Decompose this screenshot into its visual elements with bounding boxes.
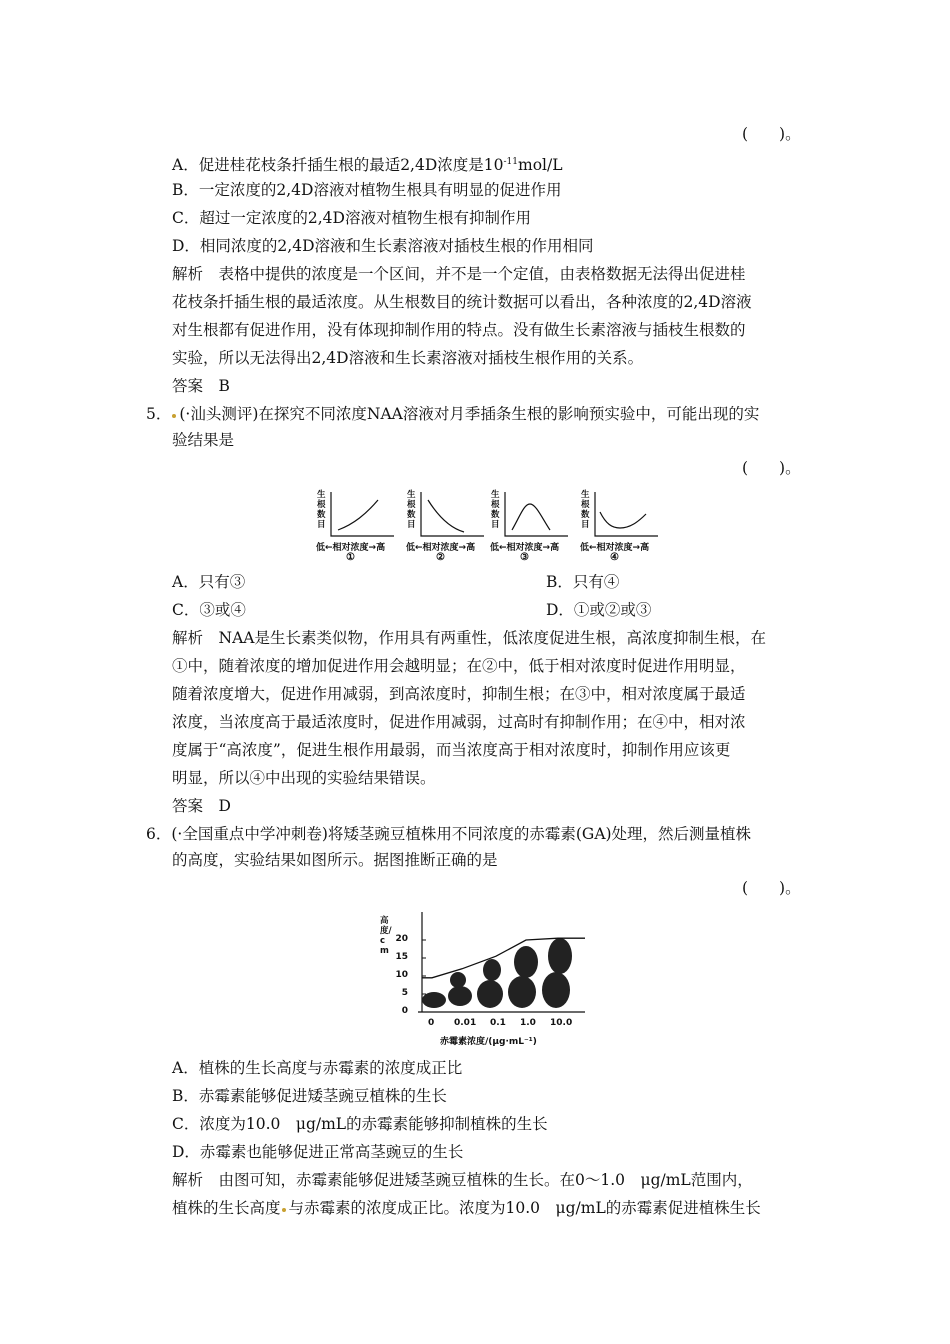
answer-line: 答案 B — [172, 377, 230, 395]
plant-silhouette — [514, 946, 538, 978]
analysis-line: ①中，随着浓度的增加促进作用会越明显；在②中，低于相对浓度时促进作用明显， — [172, 657, 746, 675]
analysis-line: 对生根都有促进作用，没有体现抑制作用的特点。没有做生长素溶液与插枝生根数的 — [172, 321, 746, 339]
y-axis-label: 生根数目 — [317, 490, 326, 530]
axes — [421, 492, 484, 536]
option-c: C．超过一定浓度的2,4D溶液对植物生根有抑制作用 — [172, 209, 531, 227]
x-axis-label: 低←相对浓度→高 — [490, 543, 560, 553]
analysis-line: 浓度，当浓度高于最适浓度时，促进作用减弱，过高时有抑制作用；在④中，相对浓 — [172, 713, 746, 731]
curve-decrease — [428, 500, 464, 532]
plant-silhouette — [448, 986, 472, 1006]
analysis-text: 与赤霉素的浓度成正比。浓度为10.0 μg/mL的赤霉素促进植株生长 — [288, 1199, 761, 1217]
option-a-text: A．促进桂花枝条扦插生根的最适2,4D浓度是10 — [172, 156, 504, 174]
option-a — [172, 152, 563, 175]
answer-bracket: ( )。 — [742, 879, 801, 897]
analysis-line: 花枝条扦插生根的最适浓度。从生根数目的统计数据可以看出，各种浓度的2,4D溶液 — [172, 293, 752, 311]
y-axis-label: 高度/cm — [380, 916, 392, 956]
option-b: B．赤霉素能够促进矮茎豌豆植株的生长 — [172, 1087, 447, 1105]
plant-silhouette — [548, 938, 572, 974]
y-tick-label: 5 — [401, 988, 408, 998]
axes — [505, 492, 568, 536]
chart-plot — [380, 908, 600, 1020]
option-d: D．相同浓度的2,4D溶液和生长素溶液对插枝生根的作用相同 — [172, 237, 594, 255]
x-axis-label: 低←相对浓度→高 — [316, 543, 386, 553]
graph-3 — [490, 486, 570, 564]
plant-silhouette — [450, 972, 466, 988]
plant-silhouette — [483, 959, 501, 981]
graph-number: ② — [436, 552, 445, 563]
plant-silhouette — [508, 976, 536, 1008]
analysis-text: 植株的生长高度 — [172, 1199, 281, 1217]
x-tick-label: 0 — [428, 1018, 435, 1028]
analysis-line — [172, 1198, 761, 1218]
graph-2 — [406, 486, 486, 564]
graph-4-plot — [580, 486, 660, 546]
curve-peak — [512, 504, 550, 530]
option-c: C．浓度为10.0 μg/mL的赤霉素能够抑制植株的生长 — [172, 1115, 548, 1133]
plant-silhouette — [422, 992, 446, 1008]
graph-3-plot — [490, 486, 570, 546]
answer-bracket: ( )。 — [742, 125, 801, 143]
x-axis-label: 赤霉素浓度/(μg·mL⁻¹) — [440, 1037, 537, 1047]
option-a-unit: mol/L — [518, 156, 563, 174]
x-tick-label: 0.01 — [454, 1018, 477, 1028]
y-tick-label: 0 — [401, 1006, 408, 1016]
option-b: B．一定浓度的2,4D溶液对植物生根具有明显的促进作用 — [172, 181, 562, 199]
y-tick-label: 20 — [395, 934, 408, 944]
axes — [595, 492, 658, 536]
curve-increase — [338, 500, 378, 530]
graph-number: ① — [346, 552, 355, 563]
analysis-line: 解析 由图可知，赤霉素能够促进矮茎豌豆植株的生长。在0～1.0 μg/mL范围内， — [172, 1171, 753, 1189]
plant-silhouette — [542, 972, 570, 1008]
analysis-line: 解析 表格中提供的浓度是一个区间，并不是一个定值，由表格数据无法得出促进桂 — [172, 265, 746, 283]
x-tick-label: 10.0 — [550, 1018, 573, 1028]
option-a: A．只有③ — [172, 573, 246, 591]
analysis-line: 明显，所以④中出现的实验结果错误。 — [172, 769, 436, 787]
y-tick-label: 10 — [395, 970, 408, 980]
option-d: D．赤霉素也能够促进正常高茎豌豆的生长 — [172, 1143, 464, 1161]
gibberellin-chart — [380, 908, 600, 1050]
y-axis-label: 生根数目 — [407, 490, 416, 530]
question-number: 5． — [146, 405, 172, 423]
question-5-stem — [146, 404, 759, 424]
question-6-stem: 6．(·全国重点中学冲刺卷)将矮茎豌豆植株用不同浓度的赤霉素(GA)处理，然后测量植株 — [146, 825, 752, 843]
y-axis-label: 生根数目 — [581, 490, 590, 530]
analysis-line: 实验，所以无法得出2,4D溶液和生长素溶液对插枝生根作用的关系。 — [172, 349, 644, 367]
option-d: D．①或②或③ — [546, 601, 652, 619]
exponent: -11 — [503, 157, 518, 167]
graph-1-plot — [316, 486, 396, 546]
option-c: C．③或④ — [172, 601, 246, 619]
graph-number: ③ — [520, 552, 529, 563]
stem-text: 的高度，实验结果如图所示。据图推断正确的是 — [172, 851, 498, 869]
x-tick-label: 0.1 — [490, 1018, 506, 1028]
stem-text: (·汕头测评)在探究不同浓度NAA溶液对月季插条生根的影响预实验中，可能出现的实 — [179, 405, 760, 423]
answer-line: 答案 D — [172, 797, 231, 815]
stem-text: 验结果是 — [172, 431, 235, 449]
graph-number: ④ — [610, 552, 619, 563]
x-axis-label: 低←相对浓度→高 — [406, 543, 476, 553]
graph-1 — [316, 486, 396, 564]
option-a: A．植株的生长高度与赤霉素的浓度成正比 — [172, 1059, 463, 1077]
option-b: B．只有④ — [546, 573, 620, 591]
analysis-line: 随着浓度增大，促进作用减弱，到高浓度时，抑制生根；在③中，相对浓度属于最适 — [172, 685, 746, 703]
plant-silhouette — [477, 980, 503, 1008]
curve-valley — [600, 512, 646, 528]
marker-dot — [172, 414, 176, 418]
graph-2-plot — [406, 486, 486, 546]
x-axis-label: 低←相对浓度→高 — [580, 543, 650, 553]
answer-bracket: ( )。 — [742, 459, 801, 477]
x-tick-label: 1.0 — [520, 1018, 536, 1028]
y-tick-label: 15 — [395, 952, 408, 962]
marker-dot — [282, 1208, 286, 1212]
graph-4 — [580, 486, 660, 564]
analysis-line: 度属于“高浓度”，促进生根作用最弱，而当浓度高于相对浓度时，抑制作用应该更 — [172, 741, 731, 759]
analysis-line: 解析 NAA是生长素类似物，作用具有两重性，低浓度促进生根，高浓度抑制生根，在 — [172, 629, 766, 647]
y-axis-label: 生根数目 — [491, 490, 500, 530]
